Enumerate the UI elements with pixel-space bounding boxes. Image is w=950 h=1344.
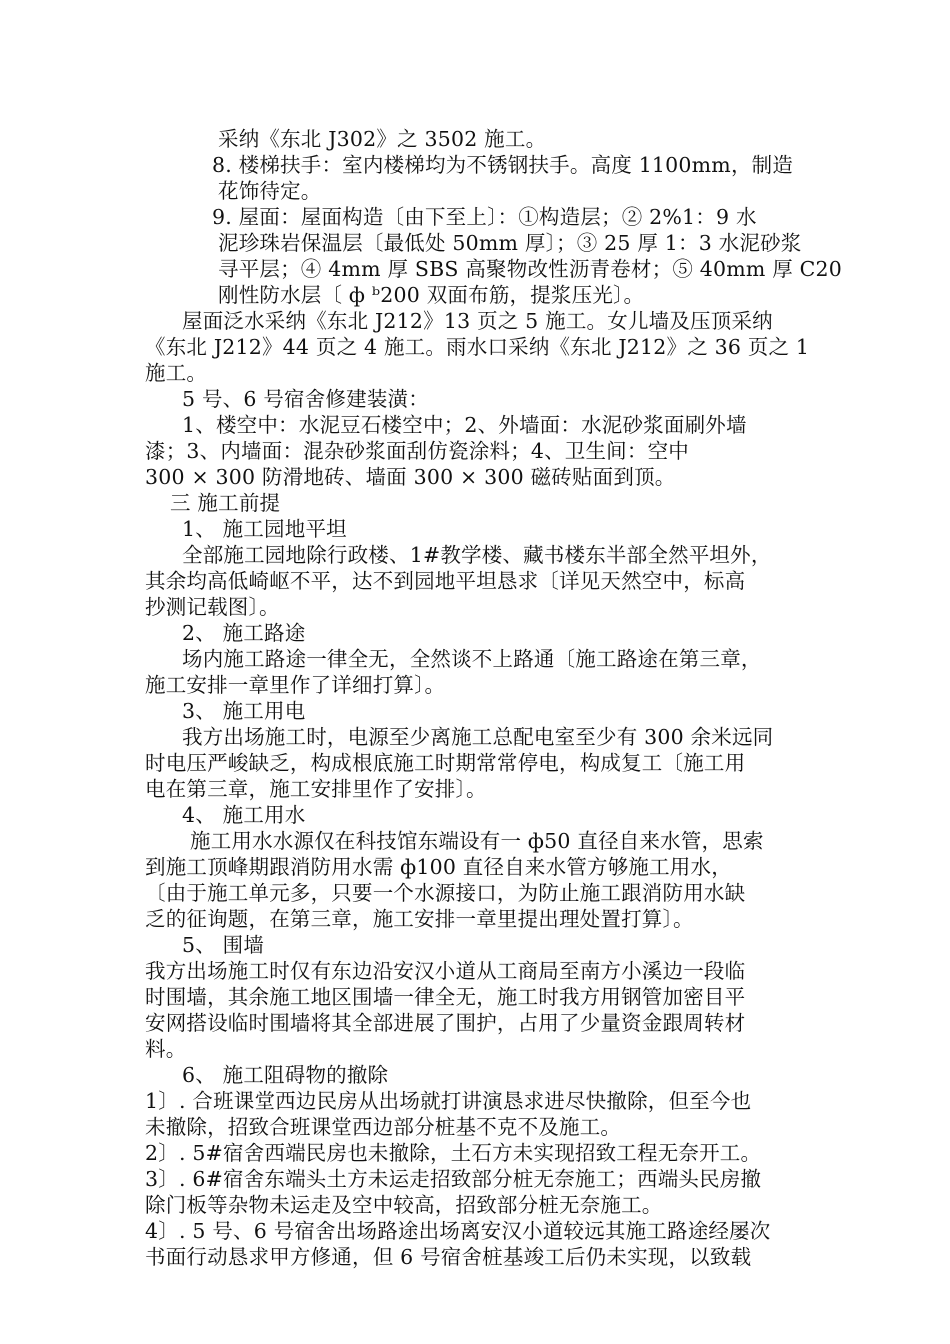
text-line: 其余均高低崎岖不平，达不到园地平坦恳求〔详见天然空中，标高	[145, 569, 746, 593]
text-line: 屋面泛水采纳《东北 J212》13 页之 5 施工。女儿墙及压顶采纳	[182, 309, 773, 333]
subsection-heading: 1、 施工园地平坦	[182, 517, 347, 541]
text-line: 时电压严峻缺乏，构成根底施工时期常常停电，构成复工〔施工用	[145, 751, 746, 775]
text-line: 300 × 300 防滑地砖、墙面 300 × 300 磁砖贴面到顶。	[145, 465, 676, 489]
text-line: 寻平层；④ 4mm 厚 SBS 高聚物改性沥青卷材；⑤ 40mm 厚 C20	[218, 257, 843, 281]
text-line: 施工。	[145, 361, 208, 385]
text-line: 1、楼空中：水泥豆石楼空中；2、外墙面：水泥砂浆面刷外墙	[182, 413, 747, 437]
text-line: 我方出场施工时，电源至少离施工总配电室至少有 300 余米远同	[182, 725, 774, 749]
subsection-heading: 5、 围墙	[182, 933, 265, 957]
text-line: 4〕. 5 号、6 号宿舍出场路途出场离安汉小道较远其施工路途经屡次	[145, 1219, 771, 1243]
subsection-heading: 4、 施工用水	[182, 803, 306, 827]
text-line: 时围墙，其余施工地区围墙一律全无，施工时我方用钢管加密目平	[145, 985, 746, 1009]
text-line: 3〕. 6#宿舍东端头土方未运走招致部分桩无奈施工；西端头民房撤	[145, 1167, 762, 1191]
section-heading: 三 施工前提	[170, 491, 281, 515]
text-line: 《东北 J212》44 页之 4 施工。雨水口采纳《东北 J212》之 36 页之 1	[145, 335, 810, 359]
text-line: 施工安排一章里作了详细打算〕。	[145, 673, 446, 697]
text-line: 〔由于施工单元多，只要一个水源接口，为防止施工跟消防用水缺	[145, 881, 746, 905]
text-line: 料。	[145, 1037, 187, 1061]
text-line: 8. 楼梯扶手：室内楼梯均为不锈钢扶手。高度 1100mm，制造	[212, 153, 794, 177]
text-line: 施工用水水源仅在科技馆东端设有一 ф50 直径自来水管，思索	[190, 829, 764, 853]
text-line: 乏的征询题，在第三章，施工安排一章里提出理处置打算〕。	[145, 907, 694, 931]
text-line: 电在第三章，施工安排里作了安排〕。	[145, 777, 487, 801]
text-line: 抄测记载图〕。	[145, 595, 280, 619]
text-line: 2〕. 5#宿舍西端民房也未撤除，土石方未实现招致工程无奈开工。	[145, 1141, 762, 1165]
text-line: 1〕. 合班课堂西边民房从出场就打讲演恳求进尽快撤除，但至今也	[145, 1089, 752, 1113]
subsection-heading: 3、 施工用电	[182, 699, 306, 723]
subsection-heading: 6、 施工阻碍物的撤除	[182, 1063, 389, 1087]
text-line: 漆；3、内墙面：混杂砂浆面刮仿瓷涂料；4、卫生间：空中	[145, 439, 689, 463]
text-line: 场内施工路途一律全无，全然谈不上路通〔施工路途在第三章，	[182, 647, 762, 671]
subsection-heading: 2、 施工路途	[182, 621, 306, 645]
text-line: 安网搭设临时围墙将其全部进展了围护，占用了少量资金跟周转材	[145, 1011, 746, 1035]
text-line: 除门板等杂物未运走及空中较高，招致部分桩无奈施工。	[145, 1193, 663, 1217]
text-line: 刚性防水层〔 ф ᵇ200 双面布筋，提浆压光〕。	[218, 283, 645, 307]
text-line: 9. 屋面：屋面构造〔由下至上〕：①构造层；② 2%1：9 水	[212, 205, 757, 229]
text-line: 采纳《东北 J302》之 3502 施工。	[218, 127, 547, 151]
text-line: 泥珍珠岩保温层〔最低处 50mm 厚〕；③ 25 厚 1：3 水泥砂浆	[218, 231, 802, 255]
text-line: 5 号、6 号宿舍修建装潢：	[182, 387, 429, 411]
text-line: 到施工顶峰期跟消防用水需 ф100 直径自来水管方够施工用水，	[145, 855, 732, 879]
text-line: 花饰待定。	[218, 179, 322, 203]
text-line: 全部施工园地除行政楼、1#教学楼、藏书楼东半部全然平坦外，	[182, 543, 772, 567]
text-line: 我方出场施工时仅有东边沿安汉小道从工商局至南方小溪边一段临	[145, 959, 746, 983]
text-line: 未撤除，招致合班课堂西边部分桩基不克不及施工。	[145, 1115, 622, 1139]
text-line: 书面行动恳求甲方修通，但 6 号宿舍桩基竣工后仍未实现，以致载	[145, 1245, 752, 1269]
